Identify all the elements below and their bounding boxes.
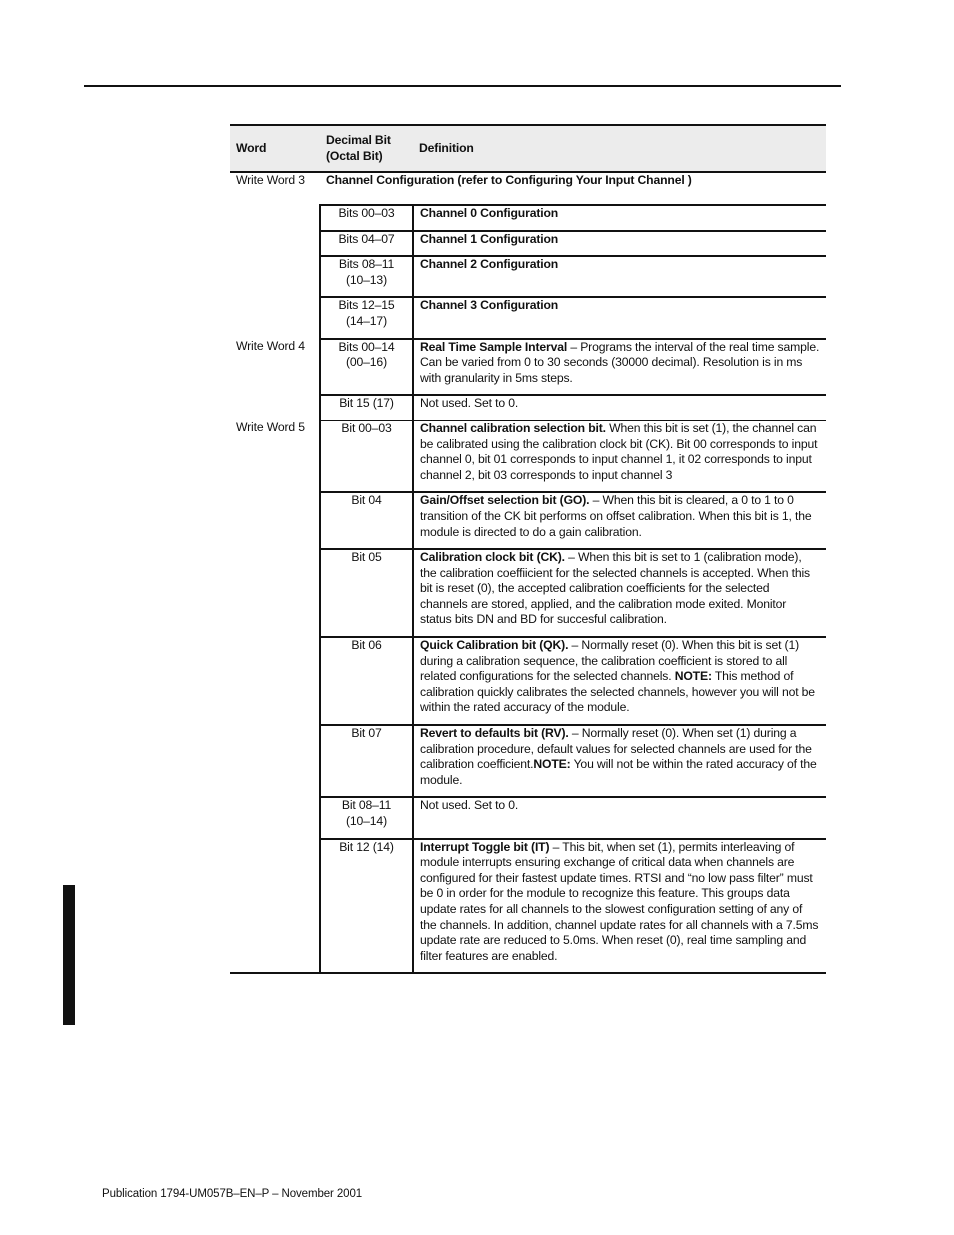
definition-text: – This bit, when set (1), permits interleaving of module interrupts ensuring exchange of critical data when channels are configured for their fastest update times. RTSI and “no low pass filter” must be 0 in order for the module to recognize this feature. This groups data update rates for all channels to the slowest configuration setting of any of the channels. In addition, channel update rates for all channels with a 7.5ms update rate are reduced to 5.0ms. When reset (0), real time sampling and filter features are enabled. (420, 839, 819, 963)
definition-cell (413, 549, 826, 637)
bit-range: Bits 08–11 (338, 257, 395, 272)
note-label: NOTE: (674, 669, 712, 684)
definition-title: Channel 2 Configuration (420, 257, 559, 272)
table-row (230, 172, 826, 205)
definition-text: Not used. Set to 0. (420, 396, 519, 411)
header-bit (320, 125, 413, 172)
publication-footer: Publication 1794-UM057B–EN–P – November 2001 (102, 1188, 363, 1200)
definition-title: Channel 1 Configuration (420, 231, 559, 246)
bit-cell: Bit 15 (17) (320, 395, 413, 420)
table-row (230, 839, 826, 974)
definition-title: Channel calibration selection bit. (420, 420, 606, 435)
bit-cell (320, 797, 413, 838)
definition-title: Gain/Offset selection bit (GO). (420, 493, 590, 508)
definition-text: – Normally reset (0). When set (1) during a calibration procedure, default values for selected channels are used for the calibration coefficient. (420, 726, 812, 772)
bit-range: Bit 08–11 (341, 798, 392, 813)
definition-cell (413, 231, 826, 257)
definition-title: Channel 0 Configuration (420, 206, 559, 220)
chapter-tab-marker (63, 885, 75, 1025)
write-words-table (230, 124, 826, 974)
definition-title: Calibration clock bit (CK). (420, 550, 565, 565)
bit-cell: Bit 07 (320, 725, 413, 797)
bit-cell: Bit 05 (320, 549, 413, 637)
table-row (230, 492, 826, 549)
bit-cell (320, 297, 413, 338)
definition-cell (413, 297, 826, 338)
definition-cell (413, 205, 826, 231)
bit-cell (320, 256, 413, 297)
definition-cell (413, 839, 826, 974)
table-row (230, 797, 826, 838)
definition-text: – When this bit is cleared, a 0 to 1 to 0 transition of the CK bit performs on offset calibration. When this bit is 1, the module is directed to do a gain calibration. (420, 493, 812, 539)
table-row (230, 339, 826, 396)
bit-cell: Bits 04–07 (320, 231, 413, 257)
table-row (230, 231, 826, 257)
bit-range: Bits 00–14 (338, 339, 395, 354)
header-word: Word (230, 125, 320, 172)
table-header-row (230, 125, 826, 172)
definition-cell (413, 725, 826, 797)
word-label: Write Word 4 (236, 338, 305, 353)
definition-cell (413, 420, 826, 492)
definition-text: – Normally reset (0). When this bit is set (1) during a calibration sequence, the calibration coefficient is stored to all related configurations for the selected channels. (420, 638, 799, 684)
bit-cell: Bit 04 (320, 492, 413, 549)
table-row (230, 725, 826, 797)
header-definition: Definition (413, 125, 826, 172)
bit-cell: Bit 12 (14) (320, 839, 413, 974)
word-label: Write Word 3 (236, 173, 305, 187)
definition-cell (413, 797, 826, 838)
definition-text: When this bit is set (1), the channel can be calibrated using the calibration clock bit (CK). Bit 00 corresponds to input channel 0, bit 01 corresponds to input channel 1, it 02 corresponds to input channel 2, bit 03 corresponds to input channel 3 (420, 420, 818, 482)
bit-range: Bits 12–15 (338, 298, 395, 313)
word-label: Write Word 5 (236, 420, 305, 435)
bit-cell: Bit 06 (320, 637, 413, 725)
table-row (230, 549, 826, 637)
definition-text: Not used. Set to 0. (420, 798, 519, 813)
header-rule (84, 85, 841, 87)
octal-range: (00–16) (346, 355, 387, 370)
table-row (230, 256, 826, 297)
definition-title: Interrupt Toggle bit (IT) (420, 839, 550, 854)
definition-cell (413, 492, 826, 549)
definition-title: Channel 3 Configuration (420, 298, 559, 313)
octal-range: (10–13) (346, 272, 387, 287)
header-bit-line2: (Octal Bit) (326, 148, 383, 163)
definition-text: – When this bit is set to 1 (calibration mode), the calibration coeffiicient for the selected channels is accepted. When this bit is reset (0), the accepted calibration coefficients for the selected channels are stored, applied, and the calibration mode exited. Monitor status bits DN and BD for succesful calibration. (420, 550, 810, 627)
table-row (230, 637, 826, 725)
definition-title: Quick Calibration bit (QK). (420, 638, 569, 653)
definition-title: Real Time Sample Interval (420, 339, 568, 354)
definition-title: Revert to defaults bit (RV). (420, 726, 569, 741)
header-bit-line1: Decimal Bit (326, 132, 391, 147)
bit-cell: Bits 00–03 (320, 205, 413, 231)
definition-text-cont: This method of calibration quickly calibrates the selected channels, however you will not be within the rated accuracy of the module. (420, 669, 815, 715)
definition-cell (413, 256, 826, 297)
definition-text: – Programs the interval of the real time sample. Can be varied from 0 to 30 seconds (30000 decimal). Resolution is in ms with granularity in 5ms steps. (420, 339, 820, 385)
definition-cell (413, 339, 826, 396)
definition-cell (413, 395, 826, 420)
table-row (230, 395, 826, 420)
bit-cell (320, 339, 413, 396)
definition-text-cont: You will not be within the rated accuracy of the module. (420, 757, 817, 787)
table-row (230, 420, 826, 492)
section-title: Channel Configuration (refer to Configuring Your Input Channel ) (320, 172, 826, 205)
note-label: NOTE: (533, 757, 571, 772)
table-row (230, 205, 826, 231)
bit-cell: Bit 00–03 (320, 420, 413, 492)
definition-cell (413, 637, 826, 725)
octal-range: (14–17) (346, 313, 387, 328)
octal-range: (10–14) (346, 814, 387, 828)
table-row (230, 297, 826, 338)
